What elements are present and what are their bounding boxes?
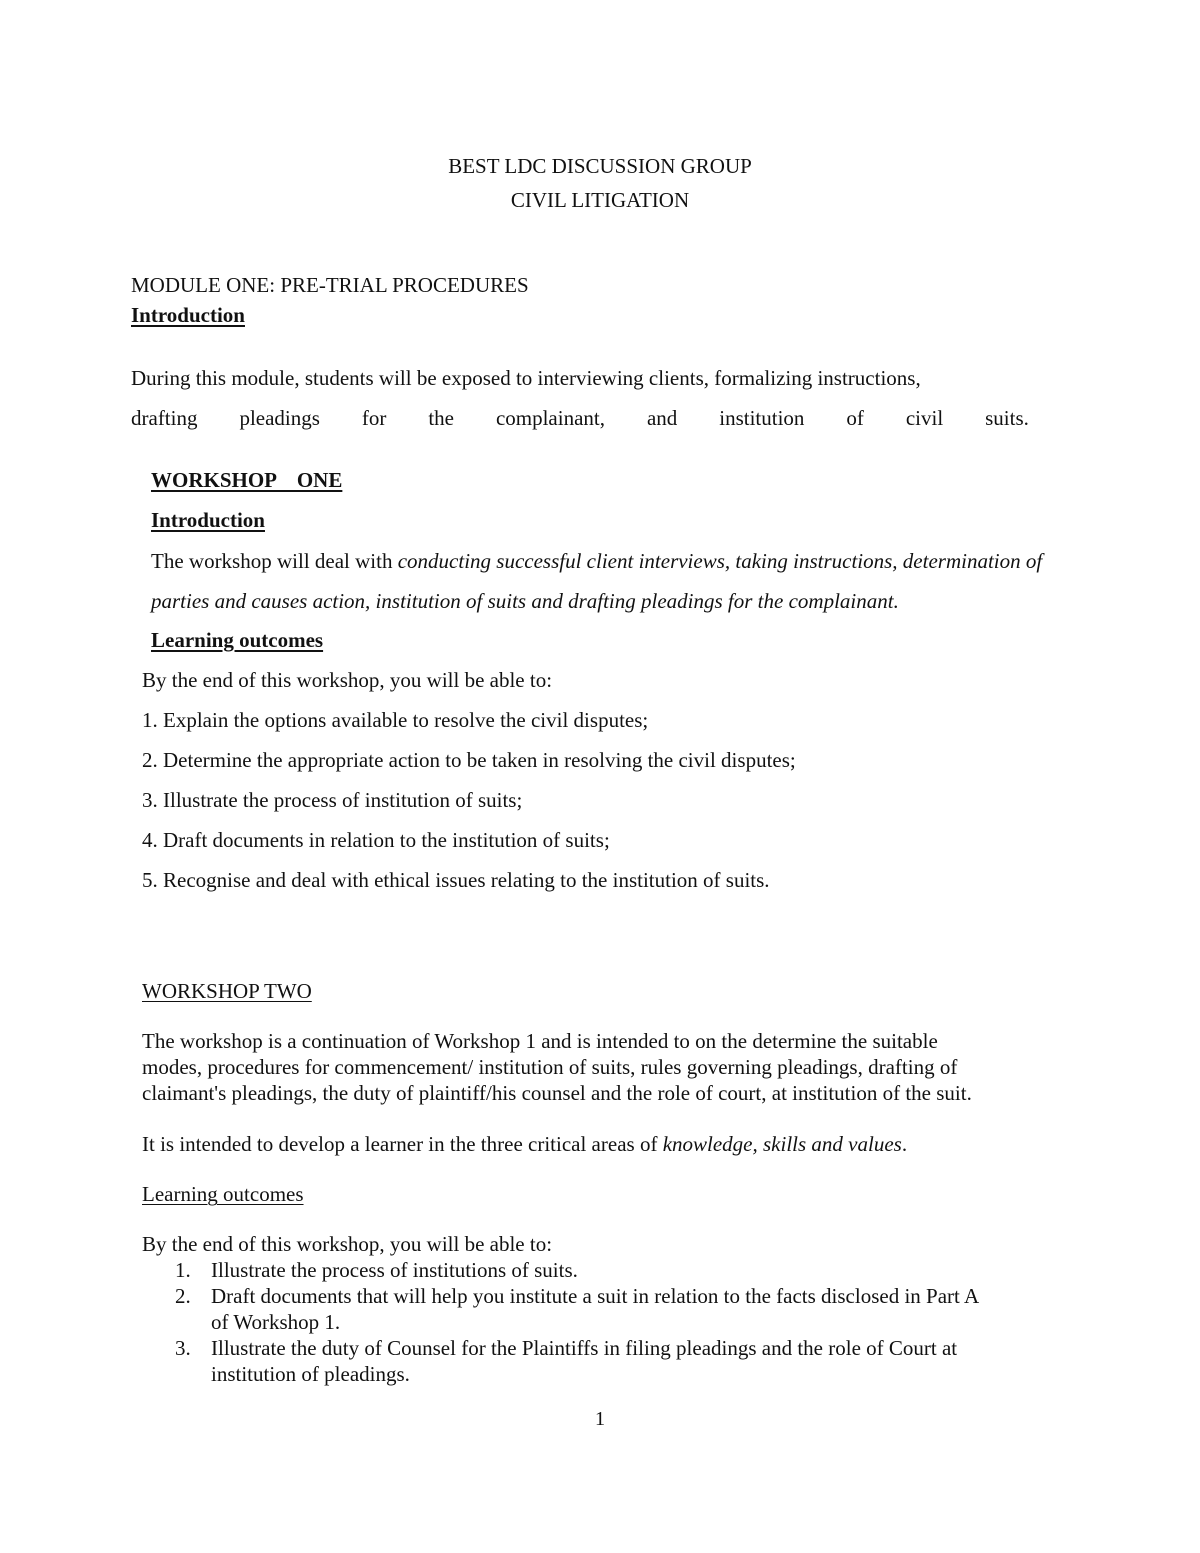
document-subtitle: CIVIL LITIGATION xyxy=(510,188,690,212)
list-item-continuation: of Workshop 1. xyxy=(211,1310,341,1334)
list-item: Illustrate the duty of Counsel for the Plaintiffs in filing pleadings and the role of Court at xyxy=(211,1336,958,1360)
list-item: 4. Draft documents in relation to the institution of suits; xyxy=(142,828,610,852)
word: institution xyxy=(719,406,805,430)
module-intro-line-2 xyxy=(131,408,1029,429)
word: suits. xyxy=(985,406,1029,430)
module-intro-heading: Introduction xyxy=(131,303,245,327)
module-heading: MODULE ONE: PRE-TRIAL PROCEDURES xyxy=(131,273,529,297)
workshop-one-outcomes-lead: By the end of this workshop, you will be able to: xyxy=(142,668,553,692)
workshop-two-para-line-2: modes, procedures for commencement/ institution of suits, rules governing pleadings, drafting of xyxy=(142,1055,958,1079)
word: complainant, xyxy=(495,406,605,430)
workshop-two-outcomes-lead: By the end of this workshop, you will be able to: xyxy=(142,1232,553,1256)
workshop-two-outcomes-heading: Learning outcomes xyxy=(142,1182,304,1206)
list-item-continuation: institution of pleadings. xyxy=(211,1362,410,1386)
list-item: 1. Explain the options available to resolve the civil disputes; xyxy=(142,708,649,732)
develop-suffix: . xyxy=(901,1132,908,1156)
workshop-one-intro-heading: Introduction xyxy=(151,508,265,532)
list-item: Draft documents that will help you institute a suit in relation to the facts disclosed in Part A xyxy=(211,1284,980,1308)
develop-prefix: It is intended to develop a learner in the three critical areas of xyxy=(142,1132,663,1156)
workshop-one-intro-line-1 xyxy=(151,551,1042,572)
workshop-two-develop-line xyxy=(142,1134,907,1155)
word: the xyxy=(428,406,454,430)
document-title: BEST LDC DISCUSSION GROUP xyxy=(448,154,752,178)
list-item: 2. Determine the appropriate action to be taken in resolving the civil disputes; xyxy=(142,748,796,772)
word: pleadings xyxy=(239,406,320,430)
workshop-one-intro-line-2: parties and causes action, institution of suits and drafting pleadings for the complainant. xyxy=(151,589,899,613)
list-item: Illustrate the process of institutions of suits. xyxy=(211,1258,578,1282)
list-number: 3. xyxy=(175,1336,191,1360)
intro-prefix: The workshop will deal with xyxy=(151,549,398,573)
workshop-two-heading: WORKSHOP TWO xyxy=(142,979,312,1003)
workshop-one-outcomes-heading: Learning outcomes xyxy=(151,628,324,652)
list-item: 5. Recognise and deal with ethical issues relating to the institution of suits. xyxy=(142,868,770,892)
list-item: 3. Illustrate the process of institution of suits; xyxy=(142,788,523,812)
list-number: 2. xyxy=(175,1284,191,1308)
workshop-two-para-line-3: claimant's pleadings, the duty of plaintiff/his counsel and the role of court, at institution of the suit. xyxy=(142,1081,972,1105)
word: of xyxy=(846,406,864,430)
word: drafting xyxy=(131,406,198,430)
list-number: 1. xyxy=(175,1258,191,1282)
develop-italic: knowledge, skills and values xyxy=(662,1132,902,1156)
page-number: 1 xyxy=(594,1408,606,1430)
workshop-one-heading: WORKSHOP ONE xyxy=(151,468,343,492)
intro-italic: conducting successful client interviews, taking instructions, determination of xyxy=(397,549,1043,573)
word: and xyxy=(646,406,678,430)
module-intro-line-1: During this module, students will be exposed to interviewing clients, formalizing instructions, xyxy=(131,366,921,390)
word: civil xyxy=(905,406,944,430)
word: for xyxy=(361,406,387,430)
workshop-two-para-line-1: The workshop is a continuation of Workshop 1 and is intended to on the determine the suitable xyxy=(142,1029,938,1053)
